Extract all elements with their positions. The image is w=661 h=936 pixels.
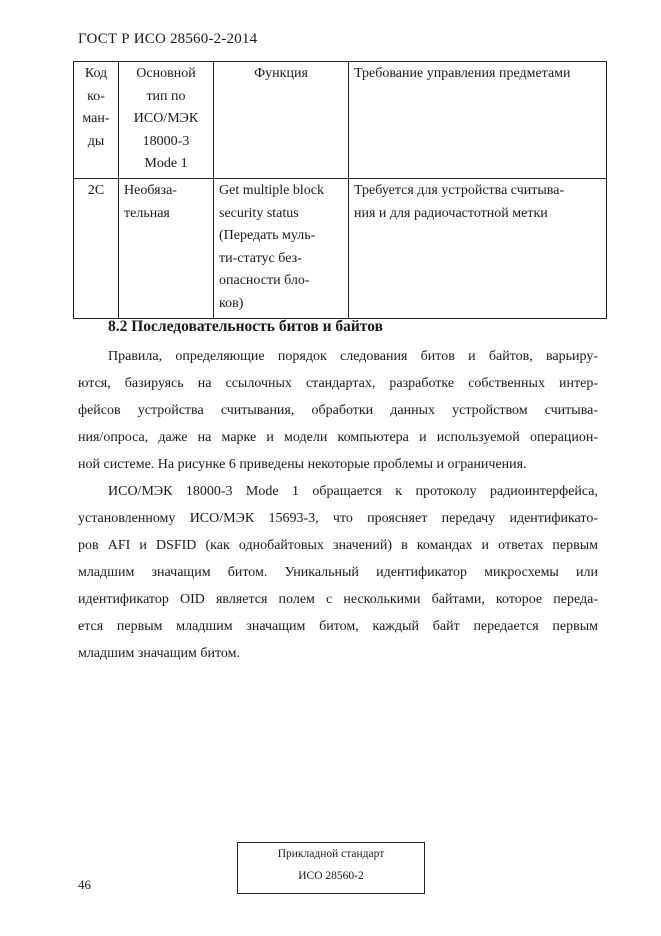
- header-function: Функция: [214, 62, 349, 179]
- cell-command-code: 2C: [74, 178, 119, 318]
- cell-function: Get multiple block security status (Передать муль- ти-статус без- опасности бло- ков): [214, 178, 349, 318]
- paragraph-iso-18000-3: ИСО/МЭК 18000-3 Mode 1 обращается к протоколу радиоинтерфейса, установленному ИСО/МЭК 15693-3, что проясняет передачу идентификато- ров AFI и DSFID (как однобайтовых значений) в командах и ответах первым младшим значащим битом. Уникальный идентификатор микросхемы или идентификатор OID является полем с несколькими байтами, которое переда- ется первым младшим значащим битом, каждый байт передается первым младшим значащим битом.: [78, 484, 598, 661]
- paragraph-bit-order-rules: Правила, определяющие порядок следования битов и байтов, варьиру- ются, базируясь на ссылочных стандартах, разработке собственных интер- фейсов устройства считывания, обработки данных устройством считыва- ния/опроса, даже на марке и модели компьютера и используемой операцион- ной системе. На рисунке 6 приведены некоторые проблемы и ограничения.: [78, 349, 598, 472]
- header-command-code: Код ко- ман- ды: [74, 62, 119, 179]
- table-header-row: [74, 62, 607, 179]
- standard-label-line1: Прикладной стандарт: [277, 848, 385, 860]
- section-title: 8.2 Последовательность битов и байтов: [108, 318, 383, 335]
- standard-label-box: [237, 842, 425, 894]
- table-row: [74, 178, 607, 318]
- standard-label-line2: ИСО 28560-2: [298, 870, 364, 882]
- command-table: [73, 61, 607, 319]
- header-item-management-requirement: Требование управления предметами: [349, 62, 607, 179]
- cell-basic-type: Необяза- тельная: [119, 178, 214, 318]
- cell-requirement: Требуется для устройства считыва- ния и для радиочастотной метки: [349, 178, 607, 318]
- document-header: ГОСТ Р ИСО 28560-2-2014: [78, 31, 258, 47]
- page-number: 46: [78, 877, 91, 892]
- header-basic-type: Основной тип по ИСО/МЭК 18000-3 Mode 1: [119, 62, 214, 179]
